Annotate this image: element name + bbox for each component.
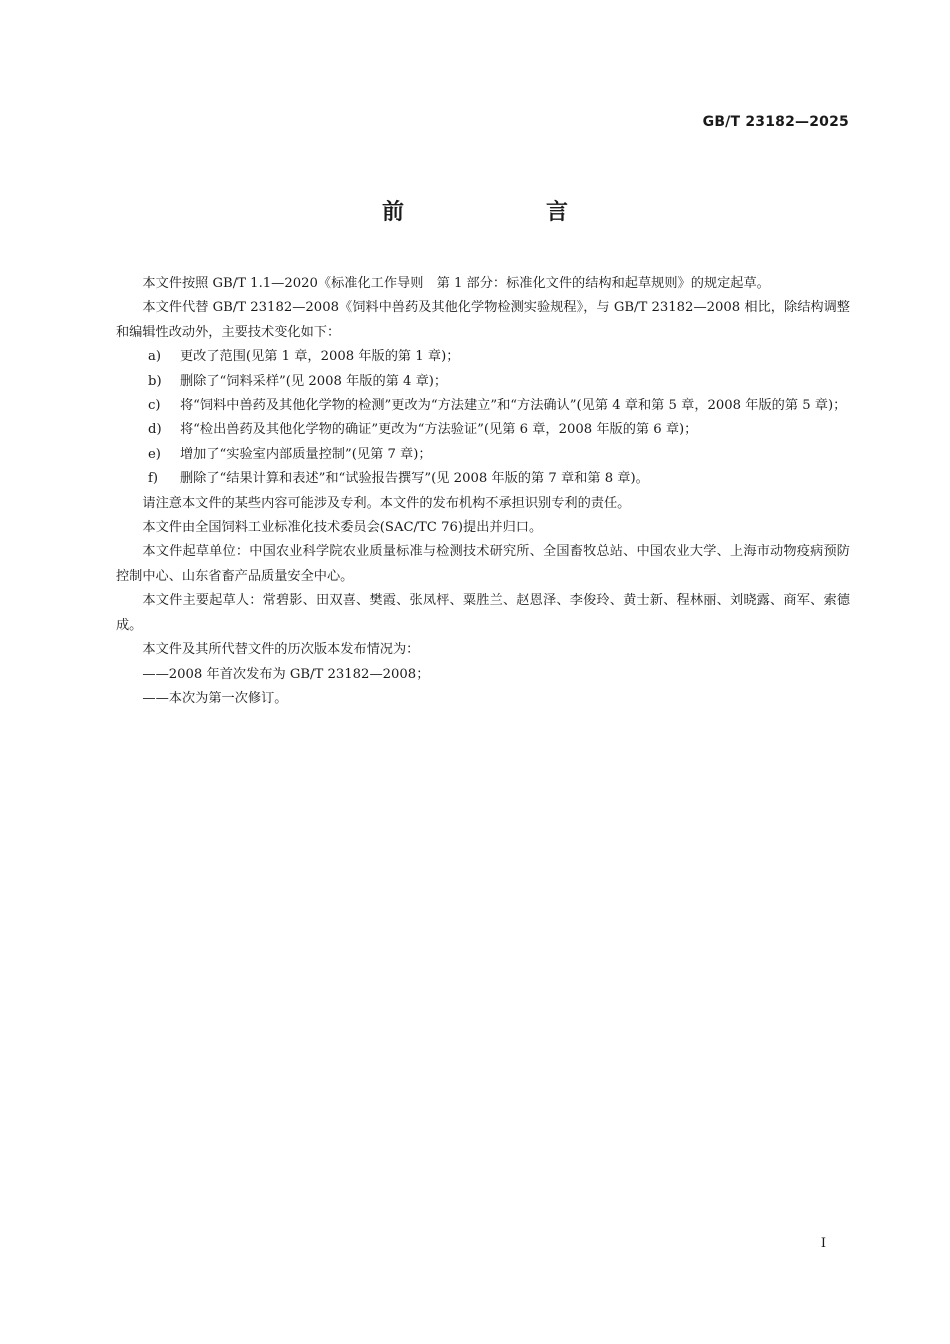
history-item: ——2008 年首次发布为 GB/T 23182—2008；	[142, 666, 430, 682]
list-item-label: e)	[148, 446, 161, 462]
list-item-change-c	[116, 394, 850, 418]
list-item-label: c)	[148, 398, 161, 414]
list-item-change-d	[116, 418, 850, 442]
paragraph-version-history: 本文件及其所代替文件的历次版本发布情况为：	[142, 642, 420, 658]
foreword-body	[116, 272, 850, 711]
document-code: GB/T 23182—2025	[702, 114, 849, 130]
paragraph-drafting-rules: 本文件按照 GB/T 1.1—2020《标准化工作导则 第 1 部分：标准化文件的结构和起草规则》的规定起草。	[142, 276, 770, 291]
page-number: I	[820, 1236, 826, 1251]
list-item-label: a)	[148, 349, 162, 365]
list-item-change-a	[116, 345, 850, 369]
paragraph-drafting-units: 本文件起草单位：中国农业科学院农业质量标准与检测技术研究所、全国畜牧总站、中国农业大学、上海市动物疫病预防控制中心、山东省畜产品质量安全中心。	[116, 544, 850, 584]
list-item-text: 将“饲料中兽药及其他化学物的检测”更改为“方法建立”和“方法确认”(见第 4 章和第 5 章，2008 年版的第 5 章)；	[180, 398, 847, 414]
paragraph-patent-notice: 请注意本文件的某些内容可能涉及专利。本文件的发布机构不承担识别专利的责任。	[142, 495, 631, 511]
list-item-label: d)	[148, 422, 162, 438]
list-item-label: b)	[148, 373, 162, 389]
list-item-text: 更改了范围(见第 1 章，2008 年版的第 1 章)；	[180, 349, 460, 365]
list-item-label: f)	[148, 471, 159, 487]
page-title: 前 言	[381, 200, 628, 225]
list-item-text: 删除了“饲料采样”(见 2008 年版的第 4 章)；	[180, 373, 448, 389]
paragraph-replacement: 本文件代替 GB/T 23182—2008《饲料中兽药及其他化学物检测实验规程》，与 GB/T 23182—2008 相比，除结构调整和编辑性改动外，主要技术变化如下：	[116, 300, 850, 340]
list-item-text: 将“检出兽药及其他化学物的确证”更改为“方法验证”(见第 6 章，2008 年版的第 6 章)；	[180, 422, 698, 438]
paragraph-proposer: 本文件由全国饲料工业标准化技术委员会(SAC/TC 76)提出并归口。	[142, 520, 543, 536]
paragraph-drafters: 本文件主要起草人：常碧影、田双喜、樊霞、张凤枰、粟胜兰、赵恩泽、李俊玲、黄士新、程林丽、刘晓露、商军、索德成。	[116, 593, 850, 633]
history-item: ——本次为第一次修订。	[142, 690, 288, 706]
list-item-change-f	[116, 467, 850, 491]
list-item-change-b	[116, 370, 850, 394]
list-item-text: 删除了“结果计算和表述”和“试验报告撰写”(见 2008 年版的第 7 章和第 8 章)。	[180, 471, 649, 487]
list-item-text: 增加了“实验室内部质量控制”(见第 7 章)；	[180, 446, 432, 462]
list-item-change-e	[116, 443, 850, 467]
